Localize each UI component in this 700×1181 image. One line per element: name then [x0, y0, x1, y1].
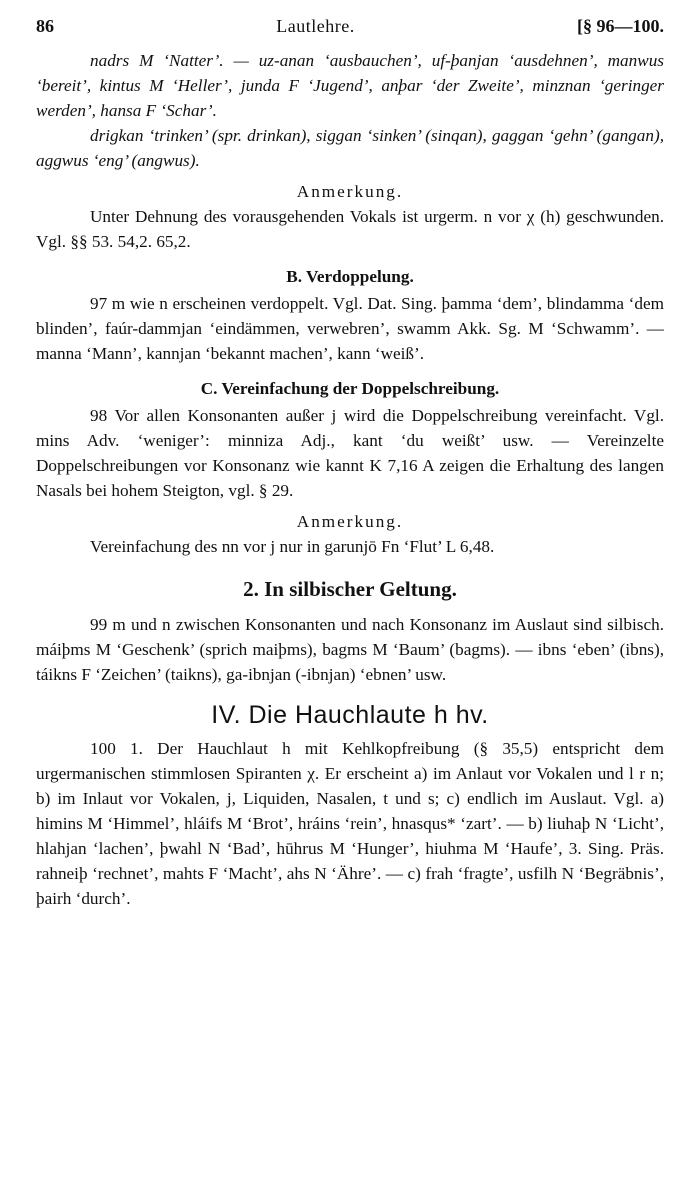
paragraph-text: nadrs M ‘Natter’. — uz-anan ‘ausbauchen’, uf-þanjan ‘ausdehnen’, manwus ‘bereit’, kintus M ‘Heller’, junda F ‘Jugend’, anþar ‘der Zweite’, minznan ‘geringer werden’, hansa F ‘Schar’.: [36, 51, 664, 120]
paragraph-word-examples: [36, 48, 664, 123]
chapter-heading: IV. Die Hauchlaute h hv.: [211, 701, 489, 729]
page-number: 86: [36, 16, 54, 36]
paragraph-text: drigkan ‘trinken’ (spr. drinkan), siggan ‘sinken’ (sinqan), gaggan ‘gehn’ (gangan), aggwus ‘eng’ (angwus).: [36, 126, 664, 170]
note-text: Unter Dehnung des vorausgehenden Vokals ist urgerm. n vor χ (h) geschwunden. Vgl. §§ 53. 54,2. 65,2.: [36, 207, 664, 251]
paragraph-100: 100 1. Der Hauchlaut h mit Kehlkopfreibung (§ 35,5) entspricht dem urgermanischen stimmlosen Spiranten χ. Er erscheint a) im Anlaut vor Vokalen und l r n; b) im Inlaut vor Vokalen, j, Liquiden, Nasalen, t und s; c) endlich im Auslaut. Vgl. a) himins M ‘Himmel’, hláifs M ‘Brot’, hráins ‘rein’, hnasqus* ‘zart’. — b) liuhaþ N ‘Licht’, hlahjan ‘lachen’, þwahl N ‘Bad’, hūhrus M ‘Hunger’, hiuhma M ‘Haufe’, 3. Sing. Präs. rahneiþ ‘rechnet’, mahts F ‘Macht’, ahs N ‘Ähre’. — c) frah ‘fragte’, usfilh N ‘Begräbnis’, þairh ‘durch’.: [36, 739, 664, 908]
section-heading-2: 2. In silbischer Geltung.: [243, 577, 457, 601]
note-text: Vereinfachung des nn vor j nur in garunjō Fn ‘Flut’ L 6,48.: [90, 537, 495, 556]
note-heading: Anmerkung.: [296, 182, 404, 201]
paragraph-97: 97 m wie n erscheinen verdoppelt. Vgl. Dat. Sing. þamma ‘dem’, blindamma ‘dem blinden’, faúr-dammjan ‘eindämmen, verwebren’, swamm Akk. Sg. M ‘Schwamm’. — manna ‘Mann’, kannjan ‘bekannt machen’, kann ‘weiß’.: [36, 294, 664, 363]
section-heading-b: B. Verdoppelung.: [286, 267, 414, 286]
paragraph-98: 98 Vor allen Konsonanten außer j wird die Doppelschreibung vereinfacht. Vgl. mins Adv. ‘weniger’: minniza Adj., kant ‘du weißt’ usw. — Vereinzelte Doppelschreibungen vor Konsonanz wie kannt K 7,16 A zeigen die Erhaltung des langen Nasals bei hohem Steigton, vgl. § 29.: [36, 406, 664, 500]
section-heading-c: C. Vereinfachung der Doppelschreibung.: [200, 379, 500, 398]
note-heading: Anmerkung.: [296, 512, 404, 531]
section-range: [§ 96—100.: [577, 16, 664, 36]
running-title: Lautlehre.: [276, 16, 355, 36]
running-header: [36, 14, 664, 48]
paragraph-ng-examples: [36, 123, 664, 173]
paragraph-99: 99 m und n zwischen Konsonanten und nach Konsonanz im Auslaut sind silbisch. máiþms M ‘Geschenk’ (sprich maiþms), bagms M ‘Baum’ (bagms). — ibns ‘eben’ (ibns), táikns F ‘Zeichen’ (taikns), ga-ibnjan (-ibnjan) ‘ebnen’ usw.: [36, 615, 664, 684]
